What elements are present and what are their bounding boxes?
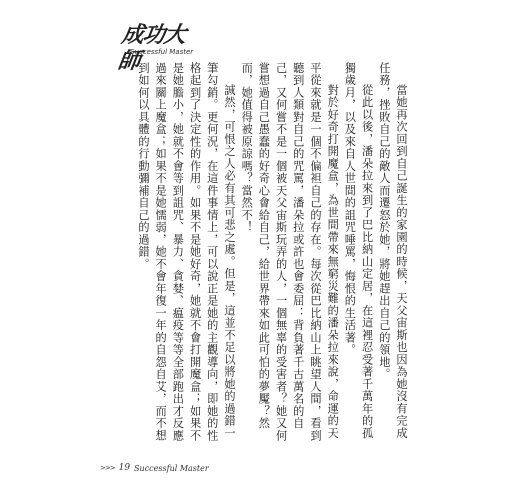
footer-brand: Successful Master — [134, 463, 209, 473]
paragraph-2: 從此以後，潘朵拉來到了巴比納山定居，在這裡忍受著千萬年的孤獨歲月，以及來自人世間的詛咒唾罵，悔恨的生活著。 — [343, 62, 374, 440]
vertical-text-body — [120, 62, 410, 447]
logo-subtitle: Successful Master — [130, 48, 194, 56]
logo-title: 成功大師 — [116, 22, 187, 74]
footer-arrows: >>> — [100, 464, 115, 472]
page-footer — [100, 461, 209, 475]
book-logo — [112, 22, 194, 74]
paragraph-3: 對於好奇打開魔盒，為世間帶來無窮災難的潘朵拉來說，命運的天平從來就是一個不偏袒自己的存在。每次從巴比納山上眺望人間，看到聽到人類對自己的咒罵，潘朵拉或許也會委屈：背負著千古萬名的自己，又何嘗不是一個被天父宙斯玩弄的人，一個無辜的受害者？她又何嘗想過自己愚蠢的好奇心會給自己，給世界帶來如此可怕的夢魘？然而，她值得被原諒嗎？當然不！ — [240, 62, 340, 442]
page-number: 19 — [118, 463, 131, 473]
paragraph-4: 誠然，可恨之人必有其可悲之處。但是，這並不足以將她的過錯一筆勾銷。更何況，在這件事情上，可以說正是她的主觀導向，即她的性格起到了決定性的作用。如果不是她好奇，她就不會打開魔盒；如果不是她膽小，她就不會等到詛咒、暴力、貪婪、瘟疫等等全部跑出才反應過來關上魔盒；如果不是她懦弱，她不會年復一年的自怨自艾，而不想到如何以具體的行動彌補自己的過錯。 — [136, 62, 236, 442]
paragraph-1: 當她再次回到自己誕生的家園的時候，天父宙斯也因為她沒有完成任務，挫敗自己的敵人而遷怒於她，將她趕出自己的領地。 — [377, 62, 408, 440]
